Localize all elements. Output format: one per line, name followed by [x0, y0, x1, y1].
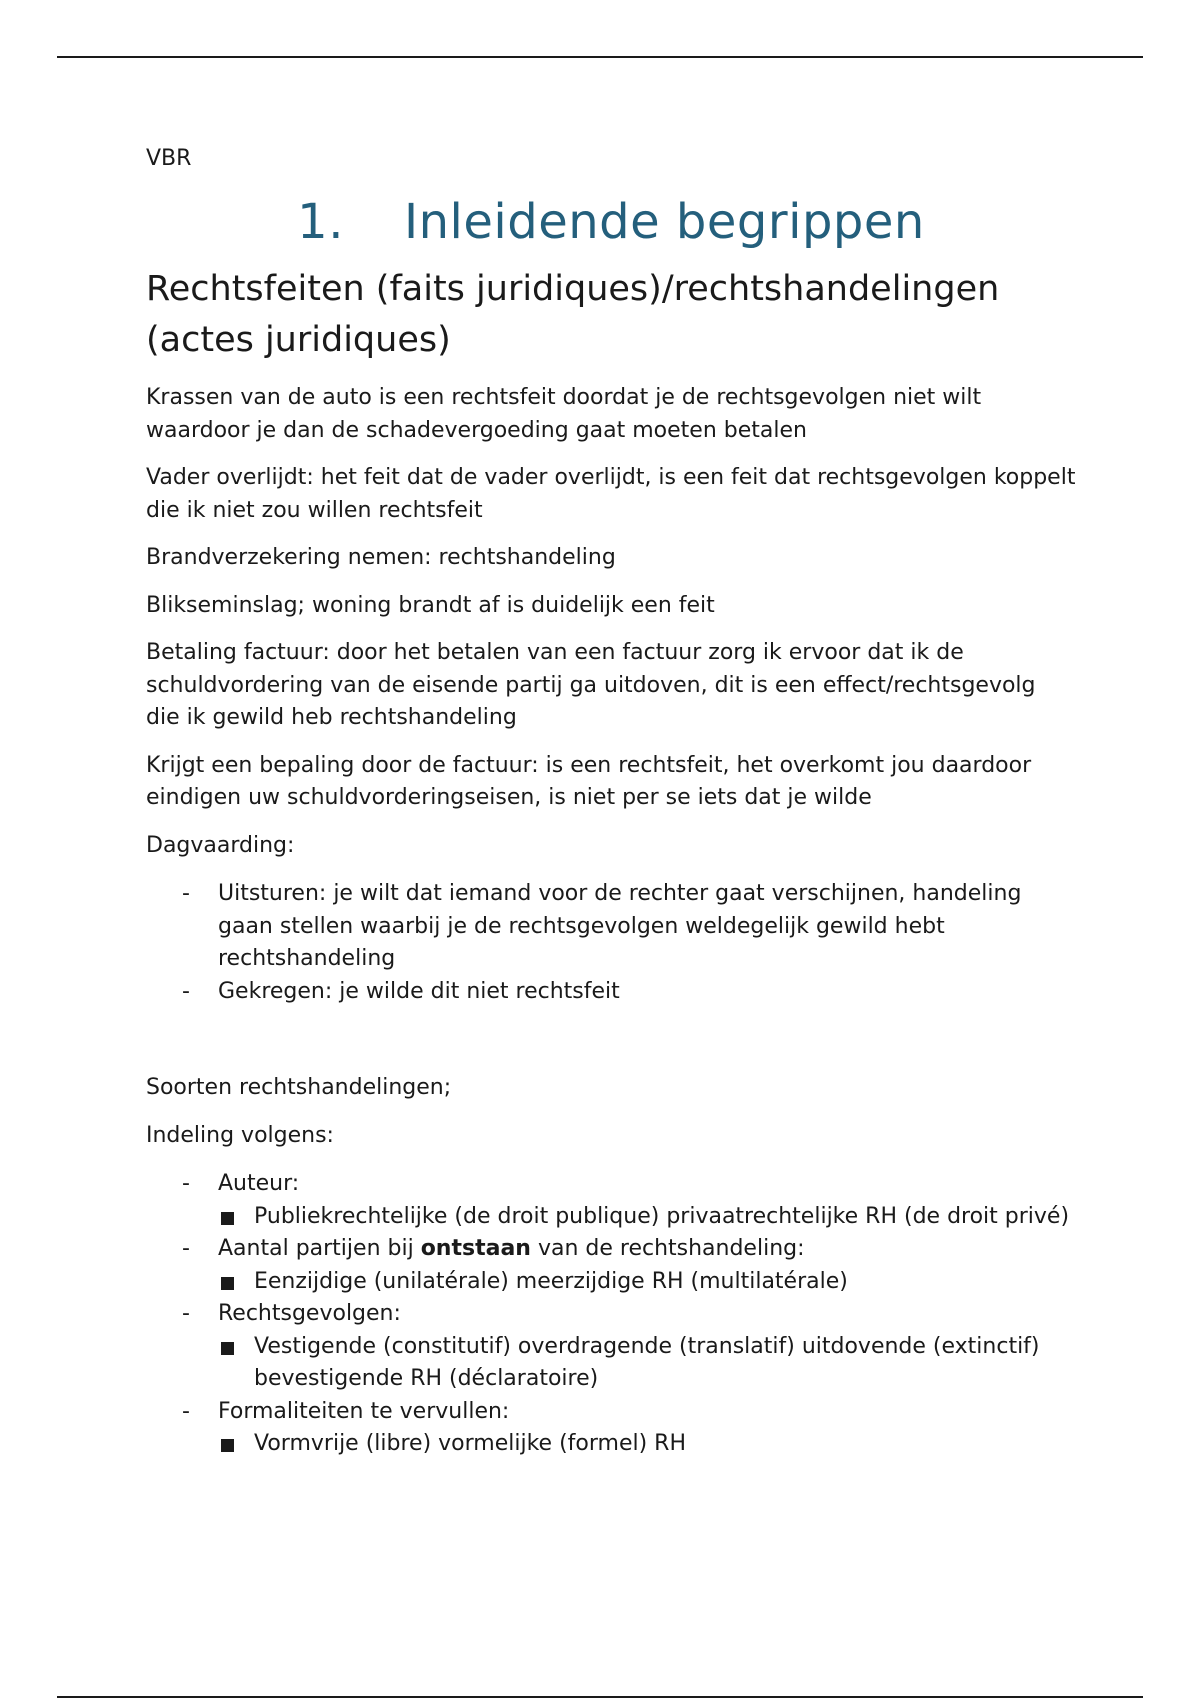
list-item-text-after: van de rechtshandeling:	[530, 1236, 805, 1261]
sub-list-item-text: Publiekrechtelijke (de droit publique) privaatrechtelijke RH (de droit privé)	[254, 1203, 1070, 1229]
square-bullet-icon	[221, 1342, 234, 1355]
document-body	[146, 144, 1076, 1461]
sub-list-item	[218, 1201, 1076, 1234]
square-bullet-icon	[221, 1212, 234, 1225]
list-item-auteur	[146, 1168, 1076, 1233]
list-item-formaliteiten	[146, 1396, 1076, 1461]
sub-list-item	[218, 1266, 1076, 1299]
chapter-number: 1.	[297, 194, 344, 250]
paragraph-dagvaarding: Dagvaarding:	[146, 832, 295, 858]
sub-list	[218, 1331, 1076, 1396]
list-item-text: Auteur:	[218, 1171, 300, 1196]
list-item-aantal-partijen	[146, 1233, 1076, 1298]
list-item	[146, 878, 1076, 976]
dash-bullet: -	[182, 881, 190, 906]
indeling-list	[146, 1168, 1076, 1461]
list-item-text: Gekregen: je wilde dit niet rechtsfeit	[218, 978, 620, 1004]
list-item	[146, 976, 1076, 1009]
paragraph-betaling: Betaling factuur: door het betalen van een factuur zorg ik ervoor dat ik de schuldvordering van de eisende partij ga uitdoven, dit is een effect/rechtsgevolg die ik gewild heb rechtshandeling	[146, 640, 1036, 730]
list-item-text-bold: ontstaan	[420, 1236, 531, 1261]
paragraph-vader: Vader overlijdt: het feit dat de vader overlijdt, is een feit dat rechtsgevolgen koppelt die ik niet zou willen rechtsfeit	[146, 465, 1076, 523]
list-item-text: Uitsturen: je wilt dat iemand voor de rechter gaat verschijnen, handeling gaan stellen waarbij je de rechtsgevolgen weldegelijk gewild hebt rechtshandeling	[218, 881, 1022, 971]
course-label: VBR	[146, 146, 192, 171]
paragraph-brandverzekering: Brandverzekering nemen: rechtshandeling	[146, 545, 616, 570]
list-item-text: Rechtsgevolgen:	[218, 1301, 401, 1326]
square-bullet-icon	[221, 1277, 234, 1290]
sub-list	[218, 1201, 1076, 1234]
paragraph-krassen: Krassen van de auto is een rechtsfeit doordat je de rechtsgevolgen niet wilt waardoor je dan de schadevergoeding gaat moeten betalen	[146, 385, 982, 443]
paragraph-bepaling: Krijgt een bepaling door de factuur: is een rechtsfeit, het overkomt jou daardoor eindigen uw schuldvorderingseisen, is niet per se iets dat je wilde	[146, 752, 1032, 810]
sub-list	[218, 1266, 1076, 1299]
paragraph-blikseminslag: Blikseminslag; woning brandt af is duidelijk een feit	[146, 592, 715, 618]
list-item-rechtsgevolgen	[146, 1298, 1076, 1396]
list-item-text-before: Aantal partijen bij	[218, 1236, 421, 1261]
sub-list-item-text: Eenzijdige (unilatérale) meerzijdige RH (multilatérale)	[254, 1268, 848, 1294]
square-bullet-icon	[221, 1439, 234, 1452]
section-title: Rechtsfeiten (faits juridiques)/rechtshandelingen (actes juridiques)	[146, 269, 1000, 360]
sub-list-item	[218, 1428, 1076, 1461]
dash-bullet: -	[182, 1236, 190, 1261]
list-item-text: Formaliteiten te vervullen:	[218, 1398, 510, 1424]
sub-list-item	[218, 1331, 1076, 1396]
paragraph-soorten: Soorten rechtshandelingen;	[146, 1075, 452, 1100]
chapter-title	[146, 194, 1076, 250]
dash-bullet: -	[182, 1301, 190, 1326]
dash-bullet: -	[182, 1398, 190, 1424]
chapter-title-text: Inleidende begrippen	[403, 194, 925, 250]
footer-rule	[57, 1696, 1143, 1698]
dash-bullet: -	[182, 1171, 190, 1196]
sub-list-item-text: Vormvrije (libre) vormelijke (formel) RH	[254, 1431, 687, 1456]
header-rule	[57, 56, 1143, 58]
sub-list-item-text: Vestigende (constitutif) overdragende (translatif) uitdovende (extinctif) bevestigende RH (déclaratoire)	[254, 1333, 1040, 1391]
paragraph-indeling: Indeling volgens:	[146, 1122, 334, 1148]
sub-list	[218, 1428, 1076, 1461]
dash-bullet: -	[182, 978, 190, 1004]
dagvaarding-list	[146, 878, 1076, 1008]
